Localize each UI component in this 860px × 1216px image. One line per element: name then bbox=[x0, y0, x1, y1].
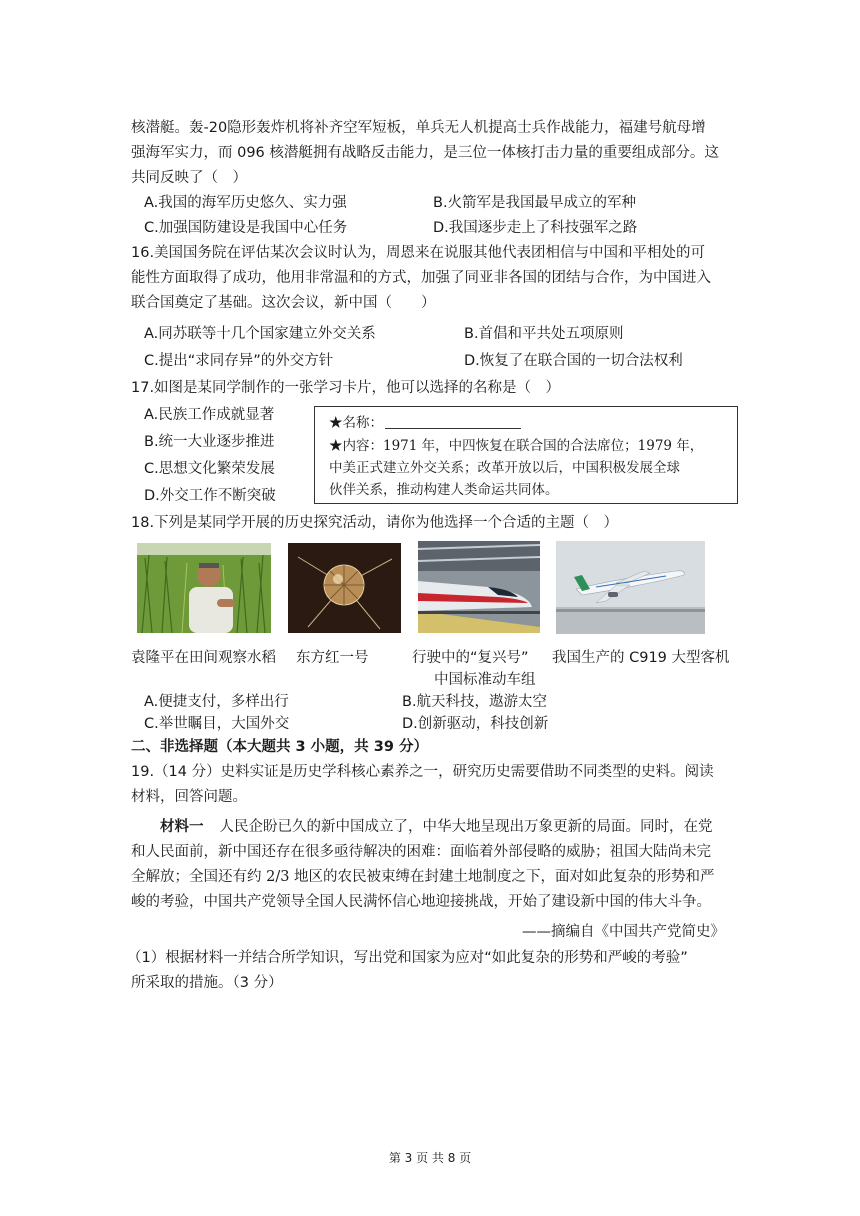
q18-option-d: D.创新驱动，科技创新 bbox=[402, 716, 549, 732]
q19-part-1-line-1: （1）根据材料一并结合所学知识，写出党和国家为应对“如此复杂的形势和严峻的考验” bbox=[127, 950, 688, 966]
material-1-line-2: 和人民面前，新中国还存在很多亟待解决的困难：面临着外部侵略的威胁；祖国大陆尚未完 bbox=[131, 844, 711, 860]
yuan-longping-rice-photo bbox=[137, 543, 271, 633]
study-card bbox=[314, 406, 738, 504]
q17-stem: 17.如图是某同学制作的一张学习卡片，他可以选择的名称是（ ） bbox=[131, 380, 561, 396]
q19-text-line-2: 材料，回答问题。 bbox=[131, 789, 247, 805]
q17-option-a: A.民族工作成就显著 bbox=[144, 407, 275, 423]
q18-option-c: C.举世瞩目，大国外交 bbox=[144, 716, 290, 732]
caption-fuxing-line-2: 中国标准动车组 bbox=[434, 672, 536, 688]
q17-option-c: C.思想文化繁荣发展 bbox=[144, 461, 275, 477]
q16-option-c: C.提出“求同存异”的外交方针 bbox=[144, 353, 334, 369]
q16-option-d: D.恢复了在联合国的一切合法权利 bbox=[464, 353, 683, 369]
fuxing-train-photo bbox=[418, 541, 540, 633]
caption-fuxing-line-1: 行驶中的“复兴号” bbox=[412, 650, 529, 666]
q15-option-c: C.加强国防建设是我国中心任务 bbox=[144, 220, 348, 236]
q19-part-1-line-2: 所采取的措施。（3 分） bbox=[131, 975, 283, 991]
card-name-blank bbox=[385, 414, 521, 429]
q15-text-line-1: 核潜艇。轰-20隐形轰炸机将补齐空军短板，单兵无人机提高士兵作战能力，福建号航母增 bbox=[131, 120, 706, 136]
q18-option-b: B.航天科技，遨游太空 bbox=[402, 694, 548, 710]
q15-option-b: B.火箭军是我国最早成立的军种 bbox=[433, 195, 637, 211]
material-1-line-1 bbox=[160, 817, 713, 837]
q16-text-line-1: 16.美国国务院在评估某次会议时认为，周恩来在说服其他代表团相信与中国和平相处的可 bbox=[131, 245, 706, 261]
c919-airliner-photo bbox=[556, 541, 705, 634]
q16-text-line-2: 能性方面取得了成功，他用非常温和的方式，加强了同亚非各国的团结与合作，为中国进入 bbox=[131, 270, 711, 286]
q16-option-a: A.同苏联等十几个国家建立外交关系 bbox=[144, 326, 376, 342]
q15-text-line-3: 共同反映了（ ） bbox=[131, 170, 247, 186]
caption-yuan-longping: 袁隆平在田间观察水稻 bbox=[131, 650, 276, 666]
q15-text-line-2: 强海军实力，而 096 核潜艇拥有战略反击能力，是三位一体核打击力量的重要组成部分。这 bbox=[131, 145, 719, 161]
q18-option-a: A.便捷支付，多样出行 bbox=[144, 694, 289, 710]
q18-stem: 18.下列是某同学开展的历史探究活动，请你为他选择一个合适的主题（ ） bbox=[131, 515, 619, 531]
material-1-line-4: 峻的考验，中国共产党领导全国人民满怀信心地迎接挑战，开始了建设新中国的伟大斗争。 bbox=[131, 894, 711, 910]
page-footer: 第 3 页 共 8 页 bbox=[388, 1151, 472, 1165]
q19-text-line-1: 19.（14 分）史料实证是历史学科核心素养之一，研究历史需要借助不同类型的史料。阅读 bbox=[131, 764, 714, 780]
card-content-line-3: 伙伴关系，推动构建人类命运共同体。 bbox=[329, 482, 559, 498]
q16-option-b: B.首倡和平共处五项原则 bbox=[464, 326, 624, 342]
card-content-line-2: 中美正式建立外交关系；改革开放以后，中国积极发展全球 bbox=[329, 460, 680, 476]
card-name-row bbox=[329, 413, 521, 433]
section-2-heading: 二、非选择题（本大题共 3 小题，共 39 分） bbox=[131, 739, 428, 755]
q15-option-a: A.我国的海军历史悠久、实力强 bbox=[144, 195, 347, 211]
q15-option-d: D.我国逐步走上了科技强军之路 bbox=[433, 220, 638, 236]
dongfanghong-satellite-photo bbox=[288, 543, 401, 633]
material-1-label: 材料一 bbox=[160, 818, 204, 835]
material-1-text-1: 人民企盼已久的新中国成立了，中华大地呈现出万象更新的局面。同时，在党 bbox=[219, 819, 713, 835]
material-1-source: ——摘编自《中国共产党简史》 bbox=[522, 924, 725, 940]
q16-text-line-3: 联合国奠定了基础。这次会议，新中国（ ） bbox=[131, 295, 436, 311]
card-name-label: ★名称： bbox=[329, 415, 383, 431]
caption-dongfanghong: 东方红一号 bbox=[296, 650, 369, 666]
q17-option-d: D.外交工作不断突破 bbox=[144, 488, 276, 504]
caption-c919: 我国生产的 C919 大型客机 bbox=[552, 650, 730, 666]
card-content-line-1: ★内容：1971 年，中四恢复在联合国的合法席位；1979 年， bbox=[329, 438, 704, 454]
material-1-line-3: 全解放；全国还有约 2/3 地区的农民被束缚在封建土地制度之下，面对如此复杂的形势和严 bbox=[131, 869, 715, 885]
q17-option-b: B.统一大业逐步推进 bbox=[144, 434, 275, 450]
